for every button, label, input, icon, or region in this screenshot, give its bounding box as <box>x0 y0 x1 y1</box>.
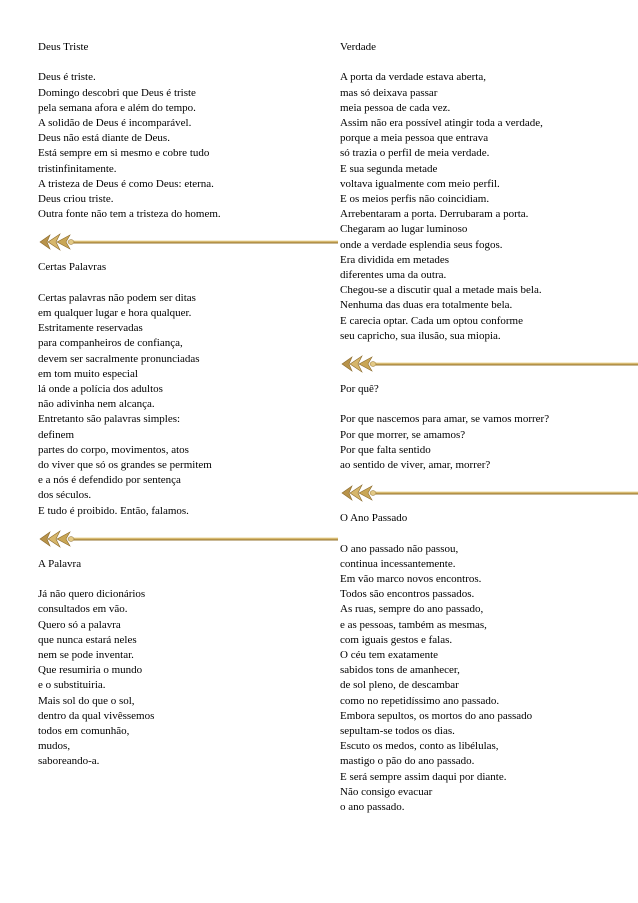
poem-line: mas só deixava passar <box>340 86 438 99</box>
poem-line: A solidão de Deus é incomparável. <box>38 117 192 129</box>
poem-line: Por que morrer, se amamos? <box>340 428 466 441</box>
poem-line: Deus é triste. <box>38 71 96 84</box>
ornament-arrow-icon <box>340 482 638 504</box>
poem-line: Embora sepultos, os mortos do ano passado <box>340 709 533 722</box>
poem-line: meia pessoa de cada vez. <box>340 101 451 114</box>
poem-line: Todos são encontros passados. <box>340 588 475 601</box>
poem-title: Por quê? <box>340 383 379 396</box>
poem-deus-triste <box>38 40 323 222</box>
poem-line: Era dividida em metades <box>340 253 450 266</box>
poem-line: consultados em vão. <box>38 603 128 616</box>
poem-title: Certas Palavras <box>38 261 107 274</box>
blank-line <box>38 55 323 70</box>
poem-line: que nunca estará neles <box>38 633 137 646</box>
poem-line: A porta da verdade estava aberta, <box>340 71 486 84</box>
poem-line: Deus criou triste. <box>38 193 114 206</box>
poem-line: só trazia o perfil de meia verdade. <box>340 147 490 160</box>
ornament-arrow-icon <box>38 528 338 550</box>
poem-line: de sol pleno, de descambar <box>340 679 459 692</box>
poem-line: como no repetidíssimo ano passado. <box>340 694 500 707</box>
poem-line: o ano passado. <box>340 801 405 814</box>
poem-line: mudos, <box>38 740 71 753</box>
poem-line: Outra fonte não tem a tristeza do homem. <box>38 208 221 221</box>
poem-line: em qualquer lugar e hora qualquer. <box>38 307 192 320</box>
blank-line <box>340 397 638 412</box>
blank-line <box>340 526 638 541</box>
poem-line: Escuto os medos, conto as libélulas, <box>340 740 499 753</box>
poem-line: sepultam-se todos os dias. <box>340 725 455 738</box>
poem-certas-palavras <box>38 260 323 518</box>
poem-line: partes do corpo, movimentos, atos <box>38 443 189 456</box>
poem-o-ano-passado <box>340 511 638 815</box>
poem-line: lá onde a polícia dos adultos <box>38 383 163 396</box>
poem-line: e as pessoas, também as mesmas, <box>340 618 487 631</box>
poem-line: E tudo é proibido. Então, falamos. <box>38 504 189 517</box>
poem-line: porque a meia pessoa que entrava <box>340 132 489 145</box>
poem-line: Chegaram ao lugar luminoso <box>340 223 468 236</box>
poem-line: saboreando-a. <box>38 755 100 768</box>
poem-line: pela semana afora e além do tempo. <box>38 101 196 114</box>
poem-line: para companheiros de confiança, <box>38 337 183 350</box>
blank-line <box>38 572 323 587</box>
ornament-arrow-icon <box>38 231 338 253</box>
poem-line: As ruas, sempre do ano passado, <box>340 603 484 616</box>
blank-line <box>38 276 323 291</box>
poem-title: Deus Triste <box>38 41 89 53</box>
poem-line: E será sempre assim daqui por diante. <box>340 770 507 783</box>
poem-line: Em vão marco novos encontros. <box>340 573 482 586</box>
poem-line: em tom muito especial <box>38 367 138 380</box>
poem-line: seu capricho, sua ilusão, sua miopia. <box>340 329 501 342</box>
poem-por-que <box>340 382 638 473</box>
poem-line: tristinfinitamente. <box>38 162 117 175</box>
poem-line: A tristeza de Deus é como Deus: eterna. <box>38 177 214 190</box>
poem-a-palavra <box>38 557 323 770</box>
left-column <box>38 40 323 770</box>
poem-line: mastigo o pão do ano passado. <box>340 755 475 768</box>
poem-line: Domingo descobri que Deus é triste <box>38 86 196 99</box>
poem-line: Chegou-se a discutir qual a metade mais bela. <box>340 284 542 297</box>
poem-verdade <box>340 40 638 344</box>
blank-line <box>340 55 638 70</box>
poem-line: Deus não está diante de Deus. <box>38 132 170 145</box>
poem-line: onde a verdade esplendia seus fogos. <box>340 238 503 251</box>
poem-line: Está sempre em si mesmo e cobre tudo <box>38 147 210 160</box>
poem-line: Entretanto são palavras simples: <box>38 413 181 426</box>
poem-line: Nenhuma das duas era totalmente bela. <box>340 299 513 312</box>
poem-line: O céu tem exatamente <box>340 649 439 662</box>
poem-line: E sua segunda metade <box>340 162 438 175</box>
poem-line: dos séculos. <box>38 489 92 502</box>
poem-line: Que resumiria o mundo <box>38 664 143 677</box>
ornamental-divider <box>38 231 323 253</box>
poem-line: Certas palavras não podem ser ditas <box>38 291 196 304</box>
poem-line: Estritamente reservadas <box>38 322 143 335</box>
poem-line: definem <box>38 428 75 441</box>
right-column <box>340 40 638 815</box>
poem-line: diferentes uma da outra. <box>340 269 447 282</box>
poem-line: e o substituiria. <box>38 679 106 692</box>
poem-line: voltava igualmente com meio perfil. <box>340 177 500 190</box>
poem-line: e a nós é defendido por sentença <box>38 474 181 487</box>
poem-line: com iguais gestos e falas. <box>340 633 453 646</box>
poem-line: continua incessantemente. <box>340 557 456 570</box>
poem-line: Já não quero dicionários <box>38 588 146 601</box>
ornamental-divider <box>340 353 638 375</box>
poem-line: E os meios perfis não coincidiam. <box>340 193 490 206</box>
poem-line: E carecia optar. Cada um optou conforme <box>340 314 523 327</box>
poem-title: Verdade <box>340 41 377 53</box>
poem-line: devem ser sacralmente pronunciadas <box>38 352 200 365</box>
ornament-arrow-icon <box>340 353 638 375</box>
poem-line: Por que falta sentido <box>340 443 431 456</box>
ornamental-divider <box>38 528 323 550</box>
poem-line: O ano passado não passou, <box>340 542 459 555</box>
poem-line: sabidos tons de amanhecer, <box>340 664 460 677</box>
poem-line: Arrebentaram a porta. Derrubaram a porta. <box>340 208 529 221</box>
poem-line: Quero só a palavra <box>38 618 121 631</box>
poem-line: nem se pode inventar. <box>38 649 134 662</box>
poem-line: ao sentido de viver, amar, morrer? <box>340 459 491 472</box>
poem-line: dentro da qual vivêssemos <box>38 709 155 722</box>
poem-line: do viver que só os grandes se permitem <box>38 459 212 472</box>
poem-title: O Ano Passado <box>340 512 408 525</box>
poem-line: Não consigo evacuar <box>340 785 433 798</box>
poem-line: todos em comunhão, <box>38 725 130 738</box>
poem-line: Por que nascemos para amar, se vamos morrer? <box>340 413 550 426</box>
poem-line: não adivinha nem alcança. <box>38 398 155 411</box>
ornamental-divider <box>340 482 638 504</box>
poem-title: A Palavra <box>38 557 82 570</box>
poem-line: Mais sol do que o sol, <box>38 694 135 707</box>
poem-line: Assim não era possível atingir toda a verdade, <box>340 117 543 129</box>
